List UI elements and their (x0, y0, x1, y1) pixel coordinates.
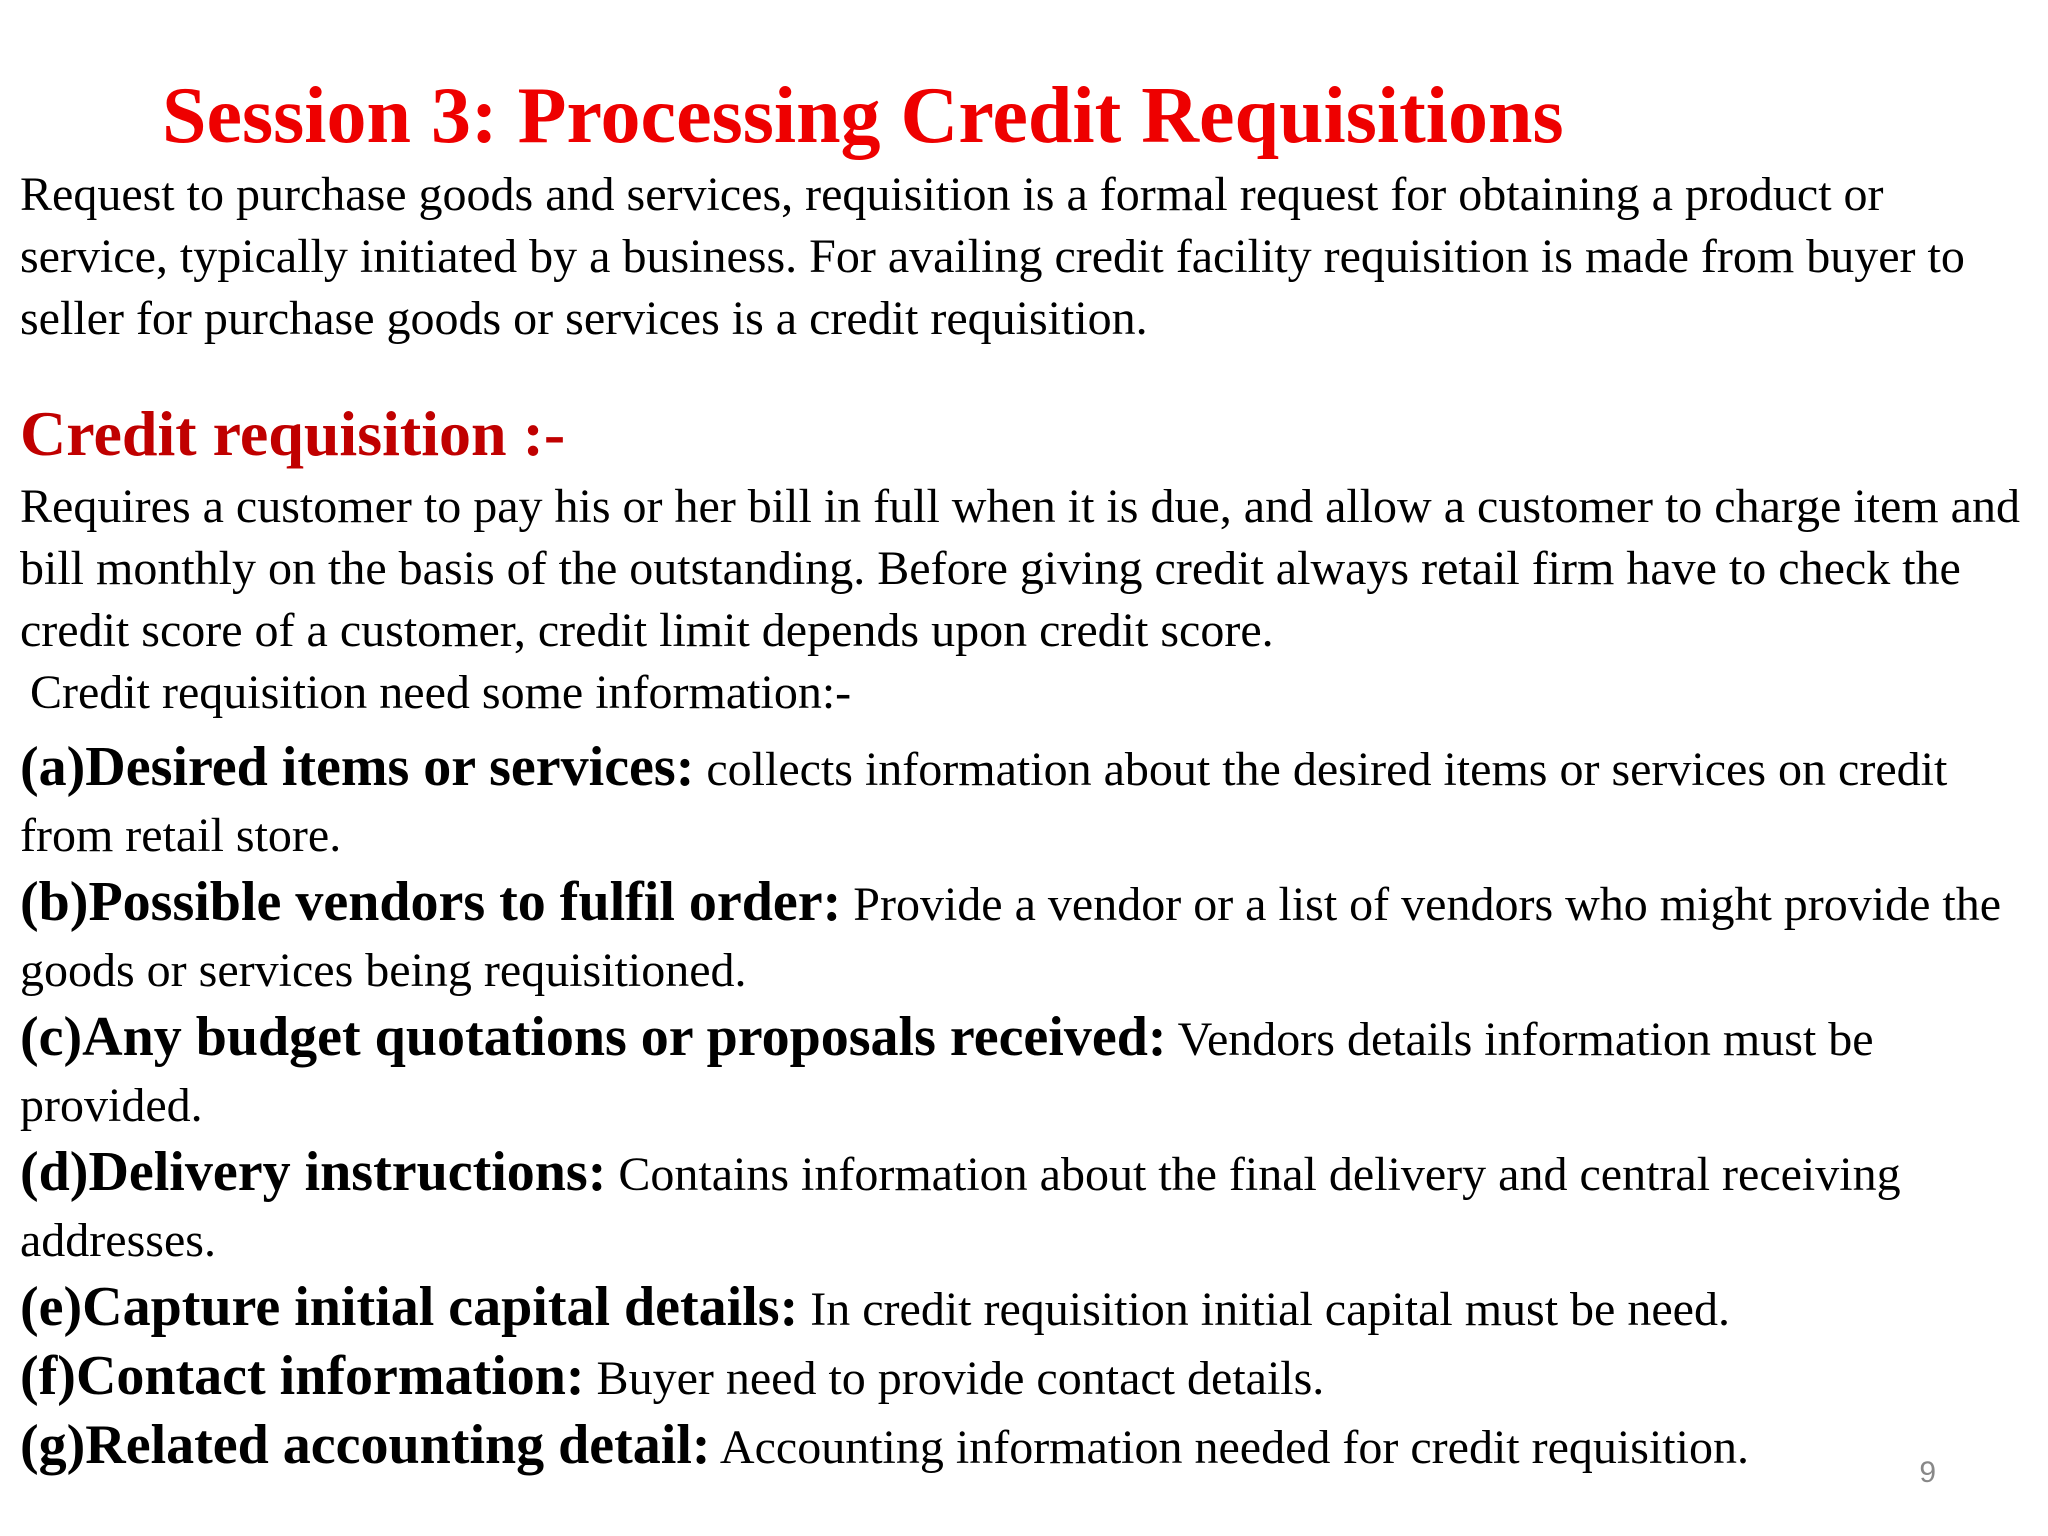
list-item (20, 1139, 2030, 1274)
item-text: Provide a vendor or a list of vendors who might provide the goods or services being requisitioned. (20, 878, 2002, 997)
list-item (20, 734, 2030, 869)
section-heading: Credit requisition :- (20, 398, 566, 469)
item-text: Vendors details information must be provided. (20, 1013, 1874, 1132)
item-text: Accounting information needed for credit requisition. (710, 1421, 1749, 1474)
page-number: 9 (1919, 1456, 1936, 1489)
item-label: (g)Related accounting detail: (20, 1414, 711, 1476)
info-intro: Credit requisition need some information:- (30, 666, 852, 719)
item-text: collects information about the desired items or services on credit from retail store. (20, 743, 1948, 862)
item-text: Contains information about the final delivery and central receiving addresses. (20, 1148, 1901, 1267)
item-label: (b)Possible vendors to fulfil order: (20, 871, 842, 933)
item-label: (a)Desired items or services: (20, 736, 695, 798)
requirements-list (20, 734, 2030, 1481)
item-label: (f)Contact information: (20, 1345, 585, 1407)
item-label: (c)Any budget quotations or proposals received: (20, 1006, 1167, 1068)
slide-title: Session 3: Processing Credit Requisitions (162, 72, 1564, 160)
description-paragraph: Requires a customer to pay his or her bill in full when it is due, and allow a customer to charge item and bill monthly on the basis of the outstanding. Before giving credit always retail firm have to check the credit score of a customer, credit limit depends upon credit score. (20, 480, 2020, 657)
list-item (20, 1004, 2030, 1139)
item-label: (e)Capture initial capital details: (20, 1276, 799, 1338)
list-item (20, 1274, 2030, 1343)
list-item (20, 1412, 2030, 1481)
item-text: In credit requisition initial capital must be need. (798, 1283, 1730, 1336)
intro-paragraph: Request to purchase goods and services, requisition is a formal request for obtaining a product or service, typically initiated by a business. For availing credit facility requisition is made from buyer to seller for purchase goods or services is a credit requisition. (20, 168, 1965, 345)
list-item (20, 1343, 2030, 1412)
item-text: Buyer need to provide contact details. (584, 1352, 1325, 1405)
item-label: (d)Delivery instructions: (20, 1141, 607, 1203)
list-item (20, 869, 2030, 1004)
